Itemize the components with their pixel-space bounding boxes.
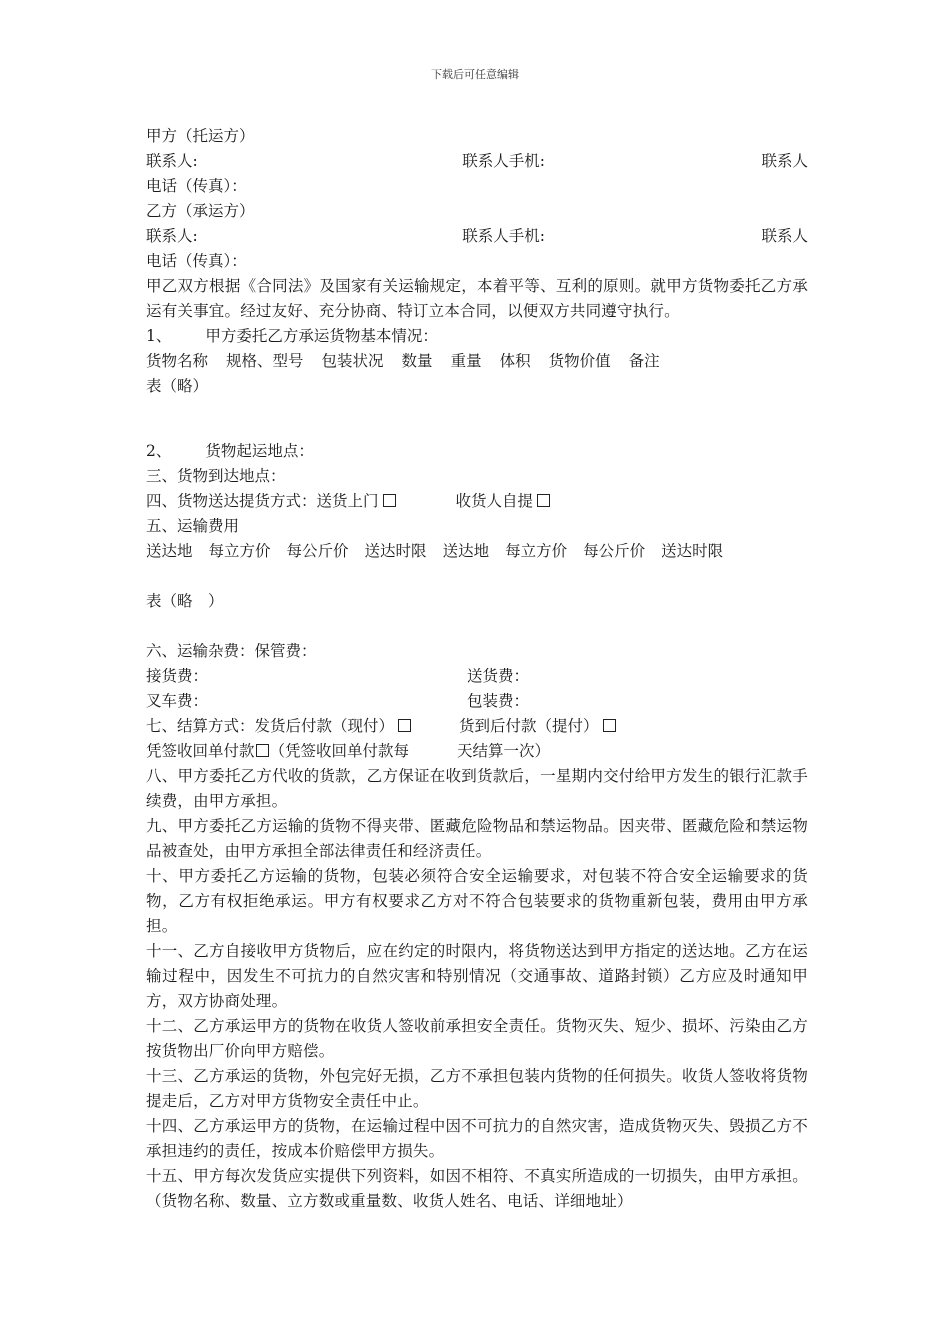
section-1 [146,324,808,349]
party-b-phone: 电话（传真）： [146,252,247,270]
section-7 [146,714,808,739]
section-2-text: 货物起运地点： [205,442,314,460]
fee-col: 每公斤价 [583,542,646,560]
checkbox-door-delivery[interactable] [383,494,396,507]
section-7-opt3a: 凭签收回单付款 [146,742,255,760]
party-b-contact-right: 联系人 [761,227,808,245]
page-header: 下载后可任意编辑 [431,68,519,81]
section-7-text: 七、结算方式：发货后付款（现付） [146,717,395,735]
section-15: 十五、甲方每次发货应实提供下列资料，如因不相符、不真实所造成的一切损失，由甲方承担。（货物名称、数量、立方数或重量数、收货人姓名、电话、详细地址） [146,1167,808,1210]
section-2-num: 2、 [146,442,172,460]
goods-col: 备注 [628,352,660,370]
goods-col: 重量 [450,352,482,370]
section-7-line2 [146,739,808,764]
fee-col: 送达时限 [661,542,724,560]
party-a-contact-row [146,149,808,174]
section-4-text: 四、货物送达提货方式：送货上门 [146,492,379,510]
goods-col: 货物价值 [548,352,611,370]
section-7-opt3b: （凭签收回单付款每 [269,742,410,760]
section-4-opt2: 收货人自提 [455,492,534,510]
goods-col: 数量 [401,352,433,370]
goods-col: 货物名称 [146,352,209,370]
party-a-title: 甲方（托运方） [146,127,255,145]
fee-col: 送达地 [442,542,490,560]
party-a-contact-right: 联系人 [761,152,808,170]
section-14: 十四、乙方承运甲方的货物，在运输过程中因不可抗力的自然灾害，造成货物灭失、毁损乙方不承担违约的责任，按成本价赔偿甲方损失。 [146,1117,808,1160]
fee-col: 送达时限 [364,542,427,560]
party-a-mobile: 联系人手机: [462,152,545,170]
party-a-contact: 联系人: [146,152,198,170]
forklift-fee: 叉车费： [146,692,209,710]
checkbox-self-pickup[interactable] [537,494,550,507]
goods-columns [146,349,808,374]
section-2 [146,439,808,464]
checkbox-pay-on-arrival[interactable] [603,719,616,732]
goods-col: 包装状况 [321,352,384,370]
section-7-opt2: 货到后付款（提付） [459,717,599,735]
section-7-opt3c: 天结算一次） [457,742,551,760]
checkbox-pay-on-receipt[interactable] [256,744,269,757]
fee-col: 送达地 [146,542,193,560]
section-11: 十一、乙方自接收甲方货物后，应在约定的时限内，将货物送达到甲方指定的送达地。乙方在运输过程中，因发生不可抗力的自然灾害和特别情况（交通事故、道路封锁）乙方应及时通知甲方，双方协商处理。 [146,942,808,1010]
section-1-num: 1、 [146,327,172,345]
fee-col: 每立方价 [208,542,271,560]
intro-paragraph: 甲乙双方根据《合同法》及国家有关运输规定，本着平等、互利的原则。就甲方货物委托乙方承运有关事宜。经过友好、充分协商、特订立本合同，以便双方共同遵守执行。 [146,277,808,320]
section-1-text: 甲方委托乙方承运货物基本情况： [205,327,438,345]
section-9: 九、甲方委托乙方运输的货物不得夹带、匿藏危险物品和禁运物品。因夹带、匿藏危险和禁运物品被查处，由甲方承担全部法律责任和经济责任。 [146,817,808,860]
party-a-phone: 电话（传真）： [146,177,247,195]
section-13: 十三、乙方承运的货物，外包完好无损，乙方不承担包装内货物的任何损失。收货人签收将货物提走后，乙方对甲方货物安全责任中止。 [146,1067,808,1110]
contract-body [146,124,808,1214]
fee-row-2 [146,689,808,714]
section-4 [146,489,808,514]
section-3: 三、货物到达地点： [146,467,286,485]
goods-col: 体积 [499,352,531,370]
section-6: 六、运输杂费：保管费： [146,642,317,660]
fee-columns [146,539,808,564]
section-8: 八、甲方委托乙方代收的货款，乙方保证在收到货款后，一星期内交付给甲方发生的银行汇款手续费，由甲方承担。 [146,767,808,810]
section-10: 十、甲方委托乙方运输的货物，包装必须符合安全运输要求，对包装不符合安全运输要求的货物，乙方有权拒绝承运。甲方有权要求乙方对不符合包装要求的货物重新包装，费用由甲方承担。 [146,867,808,935]
party-b-contact: 联系人: [146,227,198,245]
table-omitted-2: 表（略 ） [146,592,224,610]
section-5: 五、运输费用 [146,517,240,535]
table-omitted-1: 表（略） [146,377,209,395]
party-b-title: 乙方（承运方） [146,202,255,220]
packing-fee: 包装费： [467,692,530,710]
fee-row-1 [146,664,808,689]
party-b-contact-row [146,224,808,249]
section-12: 十二、乙方承运甲方的货物在收货人签收前承担安全责任。货物灭失、短少、损坏、污染由乙方按货物出厂价向甲方赔偿。 [146,1017,808,1060]
party-b-mobile: 联系人手机: [462,227,545,245]
pickup-fee: 接货费： [146,667,209,685]
fee-col: 每立方价 [505,542,568,560]
goods-col: 规格、型号 [226,352,304,370]
checkbox-pay-on-shipment[interactable] [398,719,411,732]
fee-col: 每公斤价 [286,542,349,560]
delivery-fee: 送货费： [467,667,530,685]
